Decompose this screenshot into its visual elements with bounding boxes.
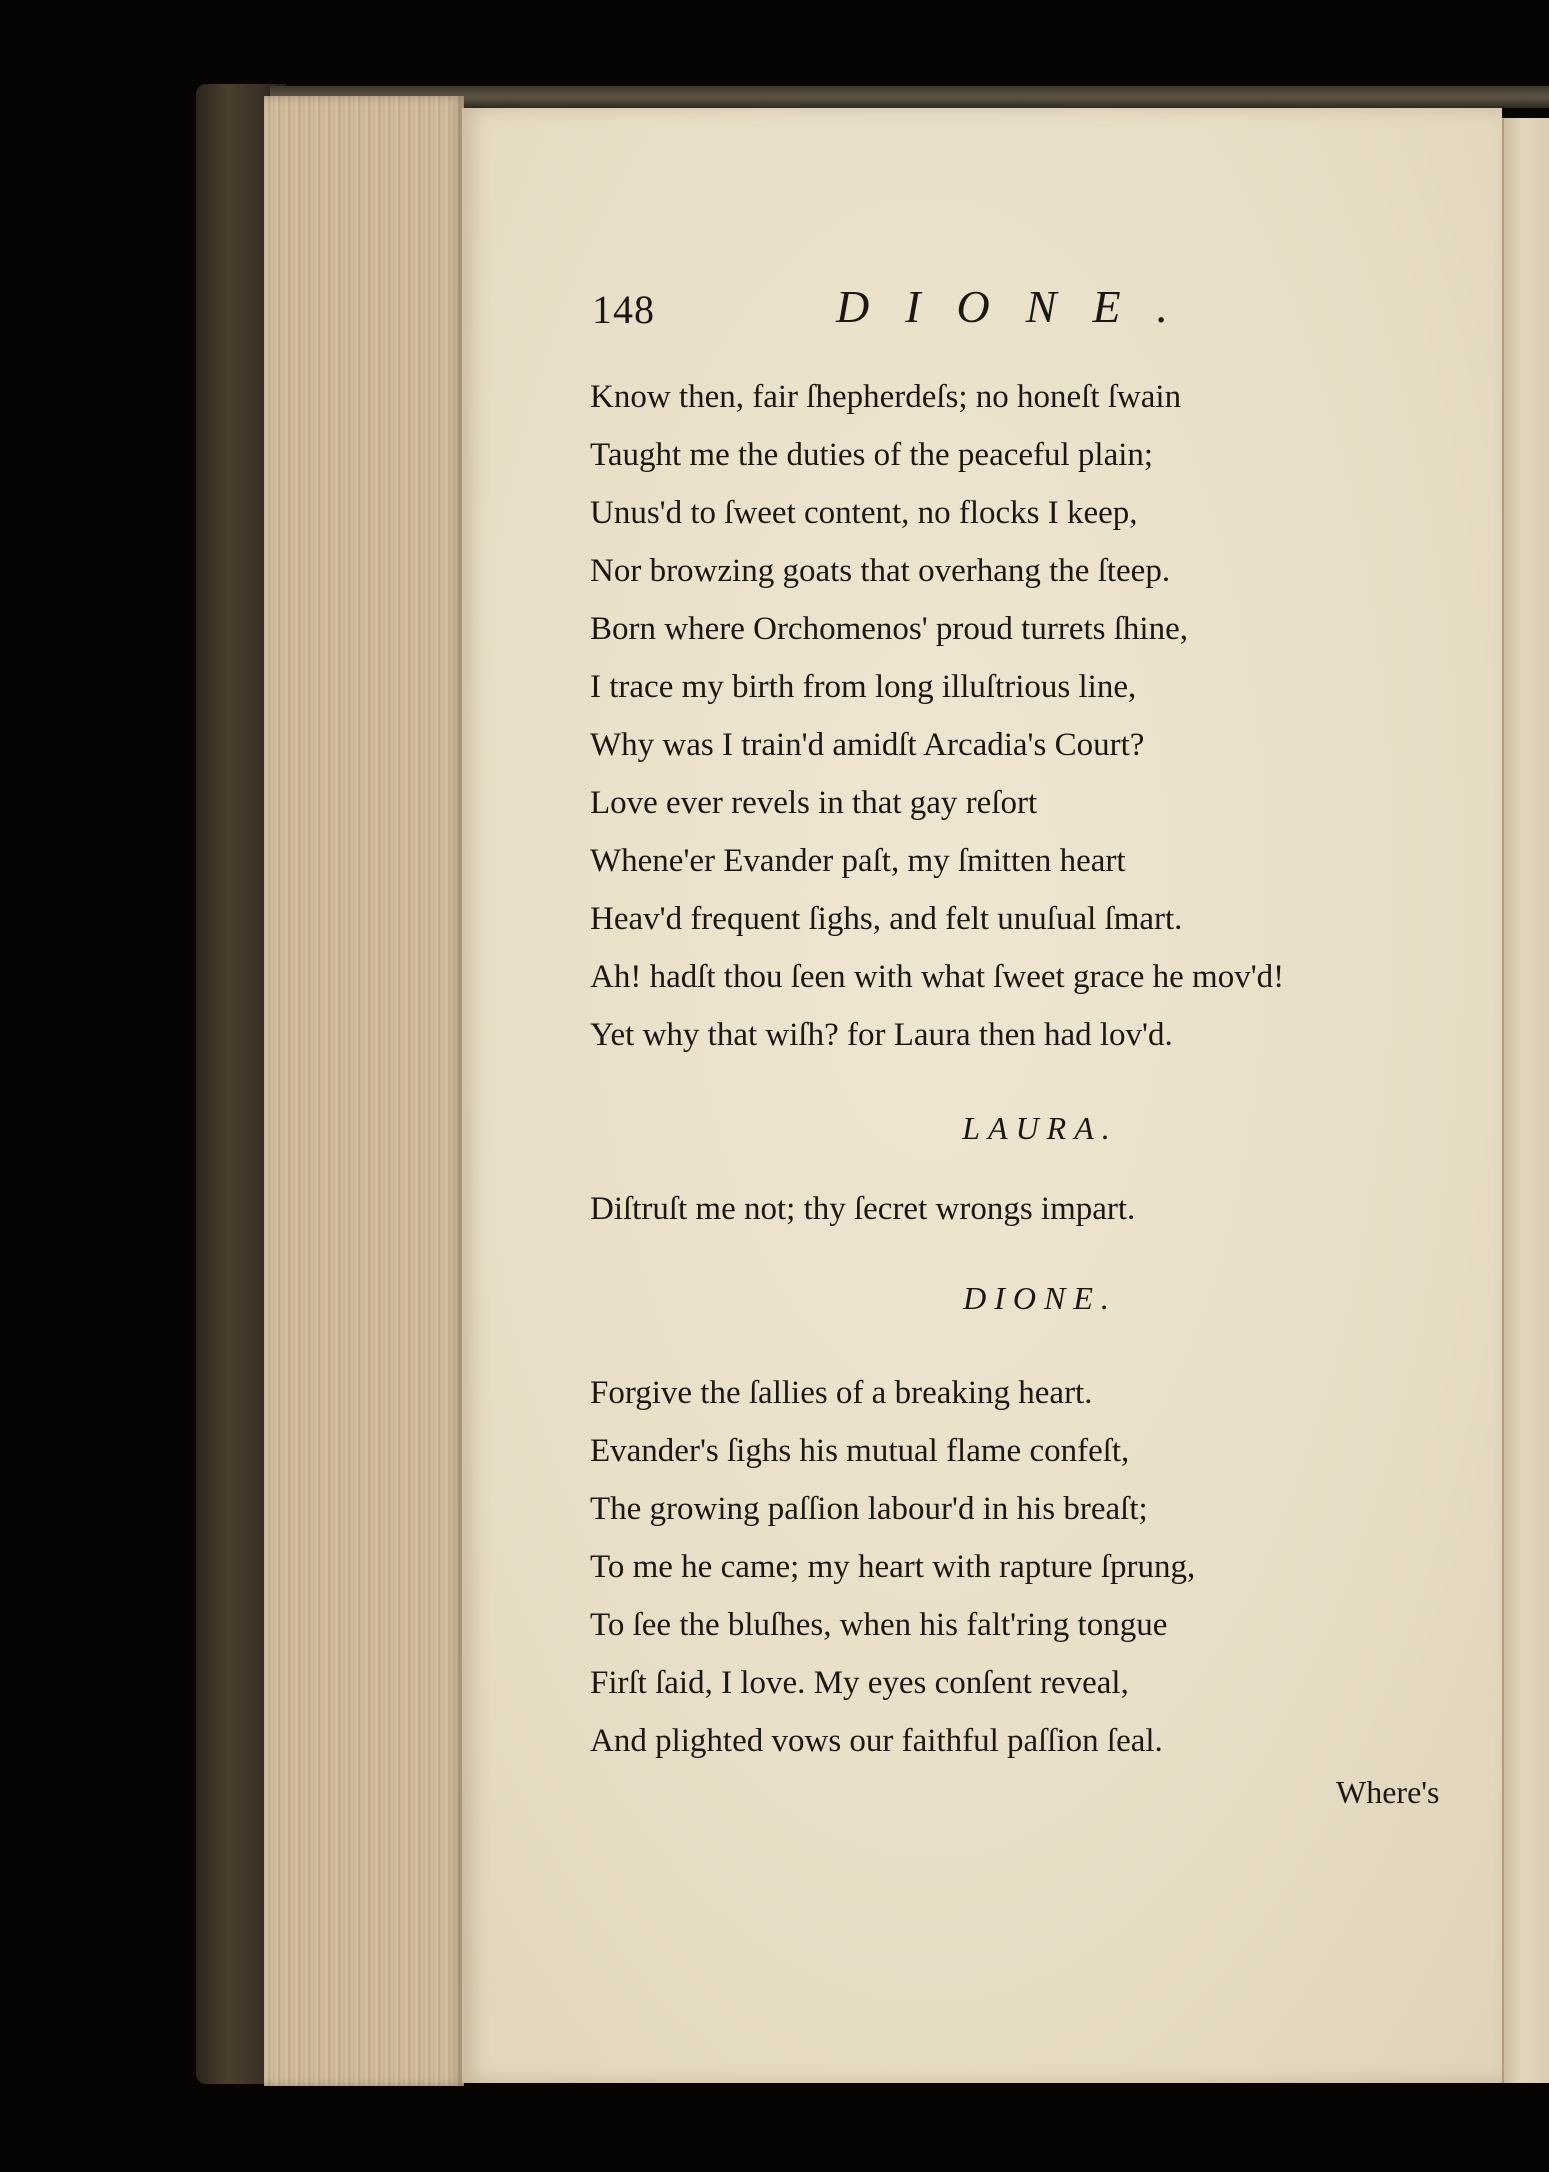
verse-line: Nor browzing goats that overhang the ſteep. <box>590 553 1171 589</box>
verse-line: Forgive the ſallies of a breaking heart. <box>590 1375 1093 1411</box>
page-number: 148 <box>592 287 655 332</box>
page-header <box>592 280 1292 340</box>
speaker-heading-dione: DIONE. <box>963 1280 1117 1316</box>
verse-group-laura <box>590 1180 1470 1238</box>
verse-line: Why was I train'd amidſt Arcadia's Court? <box>590 727 1145 763</box>
poem-text <box>590 368 1470 1770</box>
verse-line: Born where Orchomenos' proud turrets ſhine, <box>590 611 1188 647</box>
verse-line: Love ever revels in that gay reſort <box>590 785 1038 821</box>
verse-line: Diſtruſt me not; thy ſecret wrongs impart. <box>590 1191 1136 1227</box>
verse-line: To ſee the bluſhes, when his falt'ring tongue <box>590 1607 1168 1643</box>
facing-page-edge <box>1502 118 1549 2083</box>
speaker-heading-laura: LAURA. <box>962 1110 1118 1146</box>
verse-line: Yet why that wiſh? for Laura then had lov'd. <box>590 1017 1173 1053</box>
verse-line: Taught me the duties of the peaceful plain; <box>590 437 1154 473</box>
running-title: DIONE. <box>836 281 1205 332</box>
verse-line: Whene'er Evander paſt, my ſmitten heart <box>590 843 1126 879</box>
verse-line: Firſt ſaid, I love. My eyes conſent reveal, <box>590 1665 1129 1701</box>
verse-line: The growing paſſion labour'd in his breaſt; <box>590 1491 1148 1527</box>
verse-line: And plighted vows our faithful paſſion ſeal. <box>590 1723 1163 1759</box>
page-fore-edges <box>264 96 464 2086</box>
verse-group-dione-2 <box>590 1364 1470 1770</box>
catchword: Where's <box>1336 1774 1440 1810</box>
verse-line: Unus'd to ſweet content, no flocks I keep, <box>590 495 1138 531</box>
verse-line: Heav'd frequent ſighs, and felt unuſual ſmart. <box>590 901 1183 937</box>
verse-line: Ah! hadſt thou ſeen with what ſweet grace he mov'd! <box>590 959 1285 995</box>
verse-line: Evander's ſighs his mutual flame confeſt, <box>590 1433 1130 1469</box>
verse-line: I trace my birth from long illuſtrious line, <box>590 669 1137 705</box>
verse-line: To me he came; my heart with rapture ſprung, <box>590 1549 1196 1585</box>
verse-group-dione-1 <box>590 368 1470 1064</box>
verse-line: Know then, fair ſhepherdeſs; no honeſt ſwain <box>590 379 1182 415</box>
